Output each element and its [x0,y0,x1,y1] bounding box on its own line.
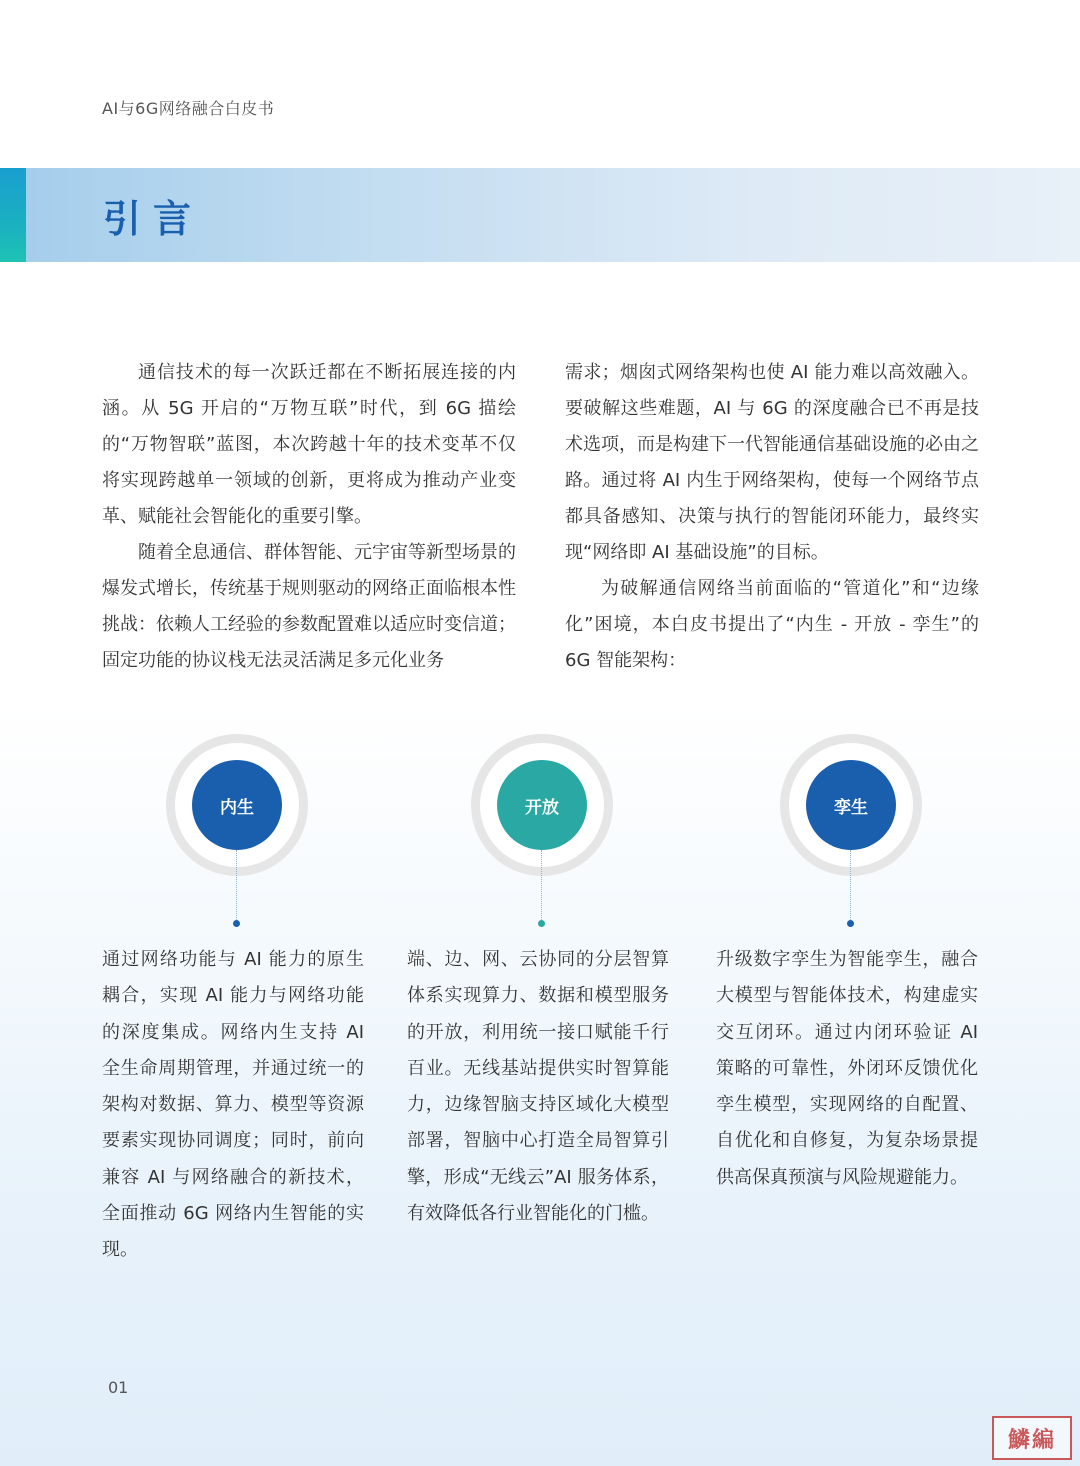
connector-dot [538,920,545,927]
pillar-description: 通过网络功能与 AI 能力的原生耦合，实现 AI 能力与网络功能的深度集成。网络内生支持 AI 全生命周期管理，并通过统一的架构对数据、算力、模型等资源要素实现协同调度；同时，前向兼容 AI 与网络融合的新技术，全面推动 6G 网络内生智能的实现。 [102,949,364,1261]
dotted-connector [541,850,542,920]
pillar-description: 升级数字孪生为智能孪生，融合大模型与智能体技术，构建虚实交互闭环。通过内闭环验证 AI 策略的可靠性，外闭环反馈优化孪生模型，实现网络的自配置、自优化和自修复，为复杂场景提供高保真预演与风险规避能力。 [716,949,978,1188]
pillar-badge: 内生 [192,760,282,850]
dotted-connector [236,850,237,920]
section-title: 引言 [103,197,204,241]
watermark-seal: 鱗編 [992,1416,1072,1460]
pillar-badge: 孪生 [806,760,896,850]
running-header: AI与6G网络融合白皮书 [102,99,275,118]
page-number: 01 [108,1378,129,1397]
pillar-badge: 开放 [497,760,587,850]
connector-dot [847,920,854,927]
connector-dot [233,920,240,927]
pillar-endogenous [102,734,392,1261]
intro-paragraph: 为破解通信网络当前面临的“管道化”和“边缘化”困境，本白皮书提出了“内生 - 开放 - 孪生”的 6G 智能架构： [565,578,979,671]
dotted-connector [850,850,851,920]
intro-left-column [102,355,516,679]
intro-paragraph: 需求；烟囱式网络架构也使 AI 能力难以高效融入。要破解这些难题，AI 与 6G 的深度融合已不再是技术选项，而是构建下一代智能通信基础设施的必由之路。通过将 AI 内生于网络架构，使每一个网络节点都具备感知、决策与执行的智能闭环能力，最终实现“网络即 AI 基础设施”的目标。 [565,362,979,563]
section-title-band [0,168,1080,262]
intro-right-column [565,355,979,679]
pillar-twin [716,734,1006,1244]
intro-paragraph: 随着全息通信、群体智能、元宇宙等新型场景的爆发式增长，传统基于规则驱动的网络正面临根本性挑战：依赖人工经验的参数配置难以适应时变信道；固定功能的协议栈无法灵活满足多元化业务 [102,542,516,671]
intro-paragraph: 通信技术的每一次跃迁都在不断拓展连接的内涵。从 5G 开启的“万物互联”时代，到 6G 描绘的“万物智联”蓝图，本次跨越十年的技术变革不仅将实现跨越单一领域的创新，更将成为推动产业变革、赋能社会智能化的重要引擎。 [102,362,516,527]
pillar-description: 端、边、网、云协同的分层智算体系实现算力、数据和模型服务的开放，利用统一接口赋能千行百业。无线基站提供实时智算能力，边缘智脑支持区域化大模型部署，智脑中心打造全局智算引擎，形成“无线云”AI 服务体系，有效降低各行业智能化的门槛。 [407,949,669,1225]
pillar-open [407,734,697,1244]
title-accent-bar [0,168,26,262]
